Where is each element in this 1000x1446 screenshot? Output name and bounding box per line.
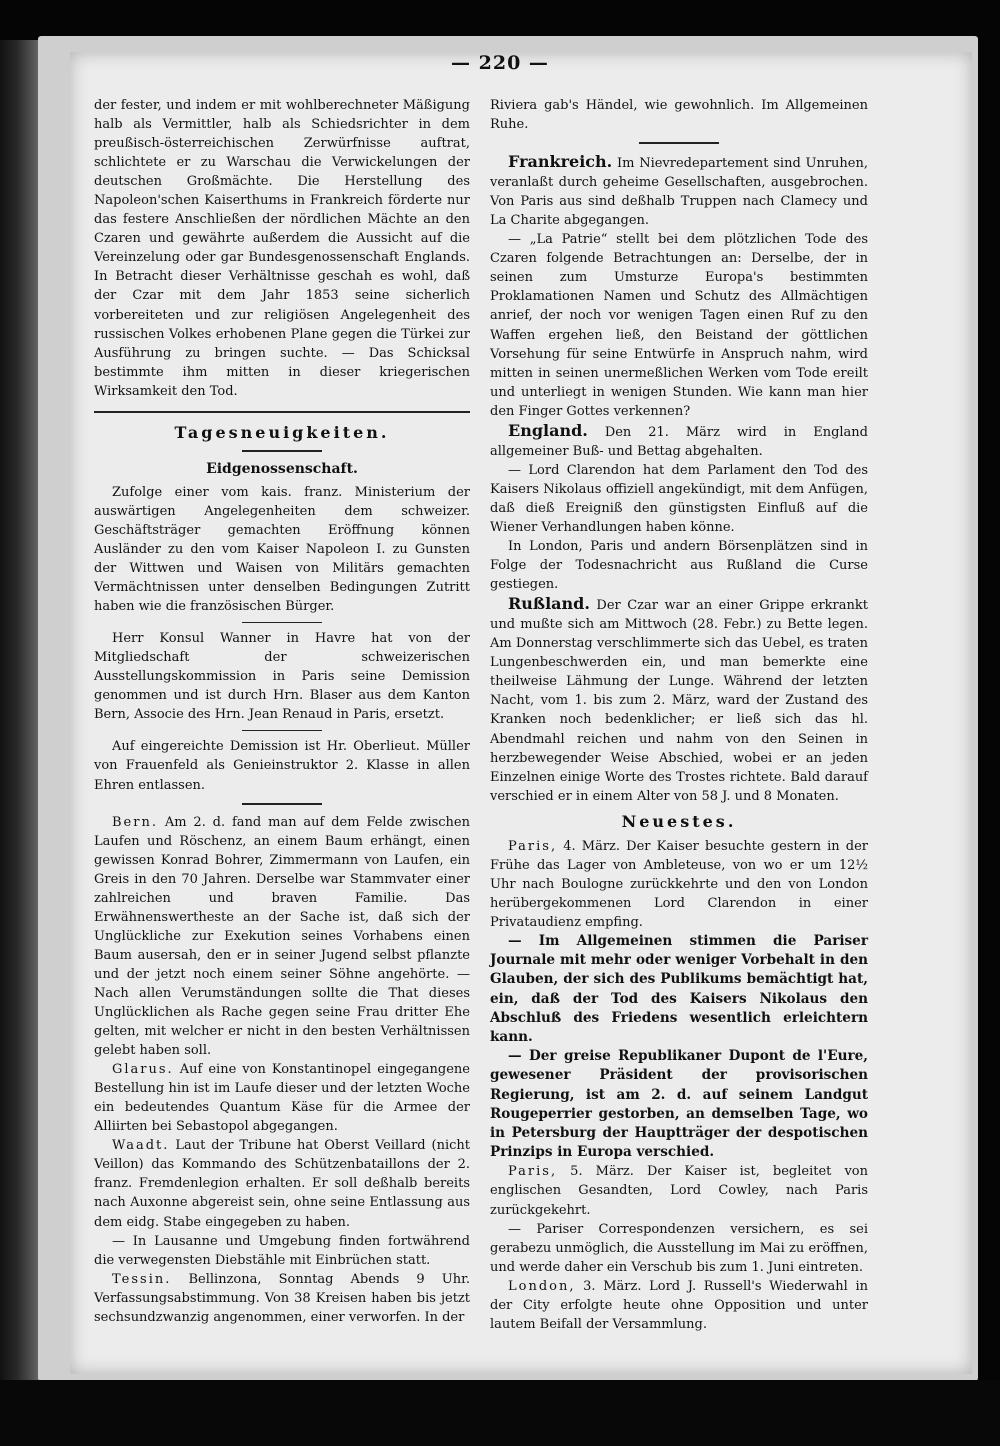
divider-short xyxy=(242,803,322,805)
article-paragraph-frankreich xyxy=(490,152,868,230)
divider-short xyxy=(242,622,322,623)
place-name: London, xyxy=(508,1278,576,1294)
article-text: Der Czar war an einer Grippe erkrankt und mußte sich am Mittwoch (28. Febr.) zu Bette legen. Am Donnerstag verschlimmerte sich das Uebel, es traten Lungenbeschwerden ein, und man bemerkte eine theilweise Lähmung der Lunge. Während der letzten Nacht, vom 1. bis zum 2. März, ward der Zustand des Kranken noch bedenklicher; er ließ sich das hl. Abendmahl reichen und nahm von den Seinen in herzbewegender Weise Abschied, wobei er an jeden Einzelnen einige Worte des Trostes richtete. Bald darauf verschied er in einem Alter von 58 J. und 8 Monaten. xyxy=(490,598,868,804)
article-paragraph-bold: — Im Allgemeinen stimmen die Pariser Journale mit mehr oder weniger Vorbehalt in den Glauben, der sich des Publikums bemächtigt hat, ein, daß der Tod des Kaisers Nikolaus den Abschluß des Friedens wesentlich erleichtern kann. xyxy=(490,932,868,1045)
article-text: Bellinzona, Sonntag Abends 9 Uhr. Verfassungsabstimmung. Von 38 Kreisen haben bis jetzt sechsundzwanzig angenommen, einer verworfen. In der xyxy=(94,1271,470,1325)
article-paragraph-london xyxy=(490,1277,868,1334)
article-paragraph: Zufolge einer vom kais. franz. Ministerium der auswärtigen Angelegenheiten dem schweizer. Geschäftsträger gemachten Eröffnung können Ausländer zu den vom Kaiser Napoleon I. zu Gunsten der Wittwen und Waisen von Militärs gemachten Vermächtnissen unter denselben Bedingungen Zutritt haben wie die französischen Bürger. xyxy=(94,484,470,615)
article-paragraph-paris xyxy=(490,1162,868,1219)
article-paragraph: In London, Paris und andern Börsenplätzen sind in Folge der Todesnachricht aus Rußland die Curse gestiegen. xyxy=(490,539,868,593)
scan-bottom-edge xyxy=(0,1380,1000,1446)
article-paragraph: — Lord Clarendon hat dem Parlament den Tod des Kaisers Nikolaus offiziell angekündigt, mit dem Anfügen, daß dieß Ereigniß den günstigsten Einfluß auf die Wiener Verhandlungen haben könne. xyxy=(490,462,868,535)
section-heading-eidgenossenschaft: Eidgenossenschaft. xyxy=(206,460,358,477)
article-paragraph-bold: — Der greise Republikaner Dupont de l'Eure, gewesener Präsident der provisorischen Regierung, ist am 2. d. auf seinem Landgut Rougeperrier gestorben, an demselben Tage, wo in Petersburg der Hauptträger der despotischen Prinzips in Europa verschied. xyxy=(490,1048,868,1161)
article-paragraph: der fester, und indem er mit wohlberechneter Mäßigung halb als Vermittler, halb als Schiedsrichter in dem preußisch-österreichischen Zerwürfnisse auftrat, schlichtete er zu Warschau die Verwickelungen der deutschen Großmächte. Die Herstellung des Napoleon'schen Kaiserthums in Frankreich förderte nur das festere Anschließen der nördlichen Mächte an den Czaren und gewährte außerdem die Aussicht auf die Vereinzelung oder gar Bundesgenossenschaft Englands. In Betracht dieser Verhältnisse geschah es wohl, daß der Czar mit dem Jahr 1853 seine sicherlich vorbereiteten und zur religiösen Angelegenheit des russischen Volkes erhobenen Plane gegen die Türkei zur Ausführung zu bringen suchte. — Das Schicksal bestimmte ihm mitten in dieser kriegerischen Wirksamkeit den Tod. xyxy=(94,98,470,399)
article-paragraph-bern xyxy=(94,813,470,1061)
divider-short xyxy=(639,142,719,144)
article-paragraph-glarus xyxy=(94,1060,470,1136)
article-text: 3. März. Lord J. Russell's Wiederwahl in der City erfolgte heute ohne Opposition und unter lautem Beifall der Versammlung. xyxy=(490,1278,868,1332)
article-text: Auf eine von Konstantinopel eingegangene Bestellung hin ist im Laufe dieser und der letzten Woche ein bedeutendes Quantum Käse für die Armee der Alliirten bei Sebastopol abgegangen. xyxy=(94,1062,470,1135)
article-paragraph: — In Lausanne und Umgebung finden fortwährend die verwegensten Diebstähle mit Einbrüchen statt. xyxy=(94,1233,470,1268)
country-heading: England. xyxy=(508,420,588,440)
place-name: Paris, xyxy=(508,1164,558,1180)
article-paragraph-england xyxy=(490,421,868,461)
section-divider xyxy=(94,411,470,413)
article-text: 5. März. Der Kaiser ist, begleitet von englischen Gesandten, Lord Cowley, nach Paris zurückgekehrt. xyxy=(490,1164,868,1218)
section-heading-tagesneuigkeiten: Tagesneuigkeiten. xyxy=(174,422,390,442)
country-heading: Frankreich. xyxy=(508,152,613,172)
place-name: Bern. xyxy=(112,814,158,830)
article-paragraph: Auf eingereichte Demission ist Hr. Oberlieut. Müller von Frauenfeld als Genieinstruktor 2. Klasse in allen Ehren entlassen. xyxy=(94,739,470,793)
place-name: Glarus. xyxy=(112,1062,174,1078)
place-name: Tessin. xyxy=(112,1271,172,1287)
article-paragraph: Riviera gab's Händel, wie gewohnlich. Im Allgemeinen Ruhe. xyxy=(490,98,868,133)
place-name: Paris, xyxy=(508,838,558,854)
divider-short xyxy=(242,730,322,731)
article-paragraph-russland xyxy=(490,594,868,806)
article-paragraph-paris xyxy=(490,837,868,932)
article-text: Laut der Tribune hat Oberst Veillard (nicht Veillon) das Kommando des Schützenbataillons der 2. franz. Fremdenlegion erhalten. Er soll deßhalb bereits nach Auxonne abgereist sein, ohne seine Entlassung aus dem eidg. Stabe eingegeben zu haben. xyxy=(94,1138,470,1230)
article-paragraph: Herr Konsul Wanner in Havre hat von der Mitgliedschaft der schweizerischen Ausstellungskommission in Paris seine Demission genommen und ist durch Hrn. Blaser aus dem Kanton Bern, Associe des Hrn. Jean Renaud in Paris, ersetzt. xyxy=(94,631,470,723)
article-text: Im Nievredepartement sind Unruhen, veranlaßt durch geheime Gesellschaften, ausgebrochen. Von Paris aus sind deßhalb Truppen nach Clamecy und La Charite abgegangen. xyxy=(490,156,868,229)
article-text: Am 2. d. fand man auf dem Felde zwischen Laufen und Röschenz, an einem Baum erhängt, einen gewissen Konrad Bohrer, Zimmermann von Laufen, ein Greis in den 70 Jahren. Derselbe war Stammvater einer zahlreichen und braven Familie. Das Erwähnenswertheste an der Sache ist, daß sich der Unglückliche zur Exekution seines Vorhabens einen Baum ausersah, den er in seiner Jugend selbst pflanzte und der jetzt noch einem seiner Söhne angehörte. — Nach allen Verumständungen sollte die That dieses Unglücklichen als Rache gegen seine Frau dritter Ehe gelten, mit welcher er nicht in den besten Verhältnissen gelebt haben soll. xyxy=(94,814,470,1059)
article-paragraph: — „La Patrie“ stellt bei dem plötzlichen Tode des Czaren folgende Betrachtungen an: Derselbe, der in seinen zum Umsturze Europa's bestimmten Proklamationen Namen und Schutz des Allmächtigen anrief, der noch vor wenigen Tagen einen Ruf zu den Waffen ergehen ließ, den Beistand der göttlichen Vorsehung für seine Entwürfe in Anspruch nahm, wird mitten in seinen unermeßlichen Werken vom Tode ereilt und unterliegt in wenigen Stunden. Wie kann man hier den Finger Gottes verkennen? xyxy=(490,232,868,419)
divider-short xyxy=(242,450,322,452)
article-paragraph-waadt xyxy=(94,1136,470,1231)
article-paragraph-tessin xyxy=(94,1270,470,1327)
left-column xyxy=(94,96,470,1327)
place-name: Waadt. xyxy=(112,1138,170,1154)
article-text: 4. März. Der Kaiser besuchte gestern in der Frühe das Lager von Ambleteuse, von wo er um 12½ Uhr nach Boulogne zurückkehrte und den von London herübergekommenen Lord Clarendon in einer Privataudienz empfing. xyxy=(490,838,868,930)
section-heading-neuestes: Neuestes. xyxy=(621,811,737,831)
article-text: Den 21. März wird in England allgemeiner Buß- und Bettag abgehalten. xyxy=(490,424,868,459)
article-paragraph: — Pariser Correspondenzen versichern, es sei gerabezu unmöglich, die Ausstellung im Mai zu eröffnen, und werde daher ein Verschub bis zum 1. Juni eintreten. xyxy=(490,1221,868,1275)
right-column xyxy=(490,96,868,1334)
page-number: — 220 — xyxy=(451,52,549,74)
country-heading: Rußland. xyxy=(508,594,590,614)
